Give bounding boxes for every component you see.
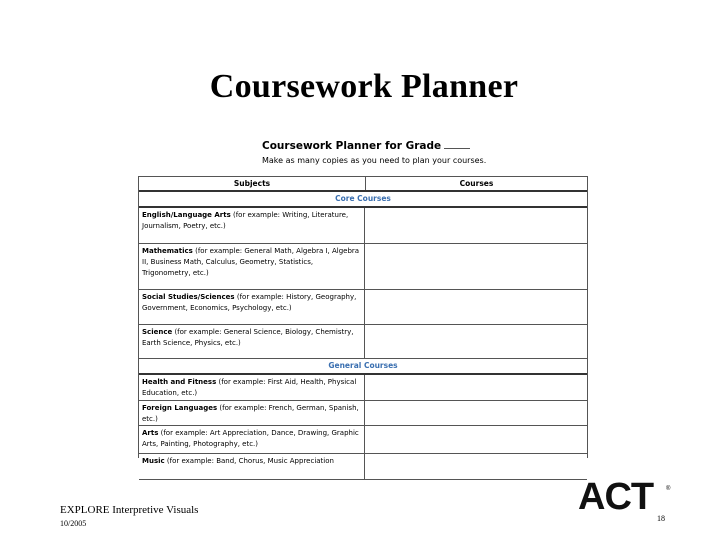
table-row <box>139 401 587 426</box>
table-row <box>139 290 587 325</box>
course-cell[interactable] <box>365 290 587 324</box>
subject-examples: (for example: Band, Chorus, Music Appreciation <box>164 457 334 465</box>
subject-cell <box>139 426 365 453</box>
subjects-column-header: Subjects <box>139 177 366 190</box>
courses-column-header: Courses <box>459 179 494 188</box>
subject-cell <box>139 290 365 324</box>
subject-name: Social Studies/Sciences <box>142 293 235 301</box>
table-row <box>139 208 587 244</box>
document-heading-text: Coursework Planner for Grade <box>262 140 442 152</box>
subject-name: Music <box>142 457 165 465</box>
course-cell[interactable] <box>365 454 587 479</box>
section-header-core: Core Courses <box>139 192 587 208</box>
section-header-general: General Courses <box>139 359 587 375</box>
table-row <box>139 454 587 480</box>
planner-table <box>138 176 588 465</box>
subject-examples: (for example: Writing, Literature, Journalism, Poetry, etc.) <box>142 211 349 230</box>
subject-name: Mathematics <box>142 247 193 255</box>
table-row <box>139 325 587 359</box>
subject-cell <box>139 208 365 243</box>
subject-examples: (for example: French, German, Spanish, etc.) <box>142 404 359 423</box>
footer-program: EXPLORE Interpretive Visuals <box>60 504 199 516</box>
table-row <box>139 244 587 290</box>
document-subheading: Make as many copies as you need to plan your courses. <box>262 156 487 165</box>
subject-cell <box>139 401 365 425</box>
slide-title: Coursework Planner <box>209 68 519 105</box>
subject-name: Foreign Languages <box>142 404 218 412</box>
course-cell[interactable] <box>365 244 587 289</box>
subject-examples: (for example: First Aid, Health, Physical Education, etc.) <box>142 378 357 397</box>
subject-examples: (for example: General Science, Biology, Chemistry, Earth Science, Physics, etc.) <box>142 328 354 347</box>
document-heading <box>262 140 470 152</box>
grade-blank <box>444 140 470 149</box>
page-number: 18 <box>657 514 665 523</box>
subject-cell <box>139 454 365 479</box>
subject-name: English/Language Arts <box>142 211 231 219</box>
footer-date: 10/2005 <box>60 519 87 528</box>
table-header-row <box>139 177 587 192</box>
course-cell[interactable] <box>365 375 587 400</box>
table-row <box>139 426 587 454</box>
subject-examples: (for example: Art Appreciation, Dance, Drawing, Graphic Arts, Painting, Photography, etc.) <box>142 429 359 448</box>
subject-cell <box>139 375 365 400</box>
subject-name: Health and Fitness <box>142 378 217 386</box>
course-cell[interactable] <box>365 426 587 453</box>
table-row <box>139 375 587 401</box>
act-logo <box>578 478 653 516</box>
course-cell[interactable] <box>365 208 587 243</box>
course-cell[interactable] <box>365 401 587 425</box>
registered-mark: ® <box>666 486 671 492</box>
subject-name: Arts <box>142 429 159 437</box>
subject-cell <box>139 244 365 289</box>
subject-examples: (for example: General Math, Algebra I, Algebra II, Business Math, Calculus, Geometry, Statistics, Trigonometry, etc.) <box>142 247 360 277</box>
course-cell[interactable] <box>365 325 587 358</box>
subject-cell <box>139 325 365 358</box>
act-logo-text: ACT <box>578 476 654 518</box>
subject-name: Science <box>142 328 173 336</box>
subject-examples: (for example: History, Geography, Government, Economics, Psychology, etc.) <box>142 293 357 312</box>
